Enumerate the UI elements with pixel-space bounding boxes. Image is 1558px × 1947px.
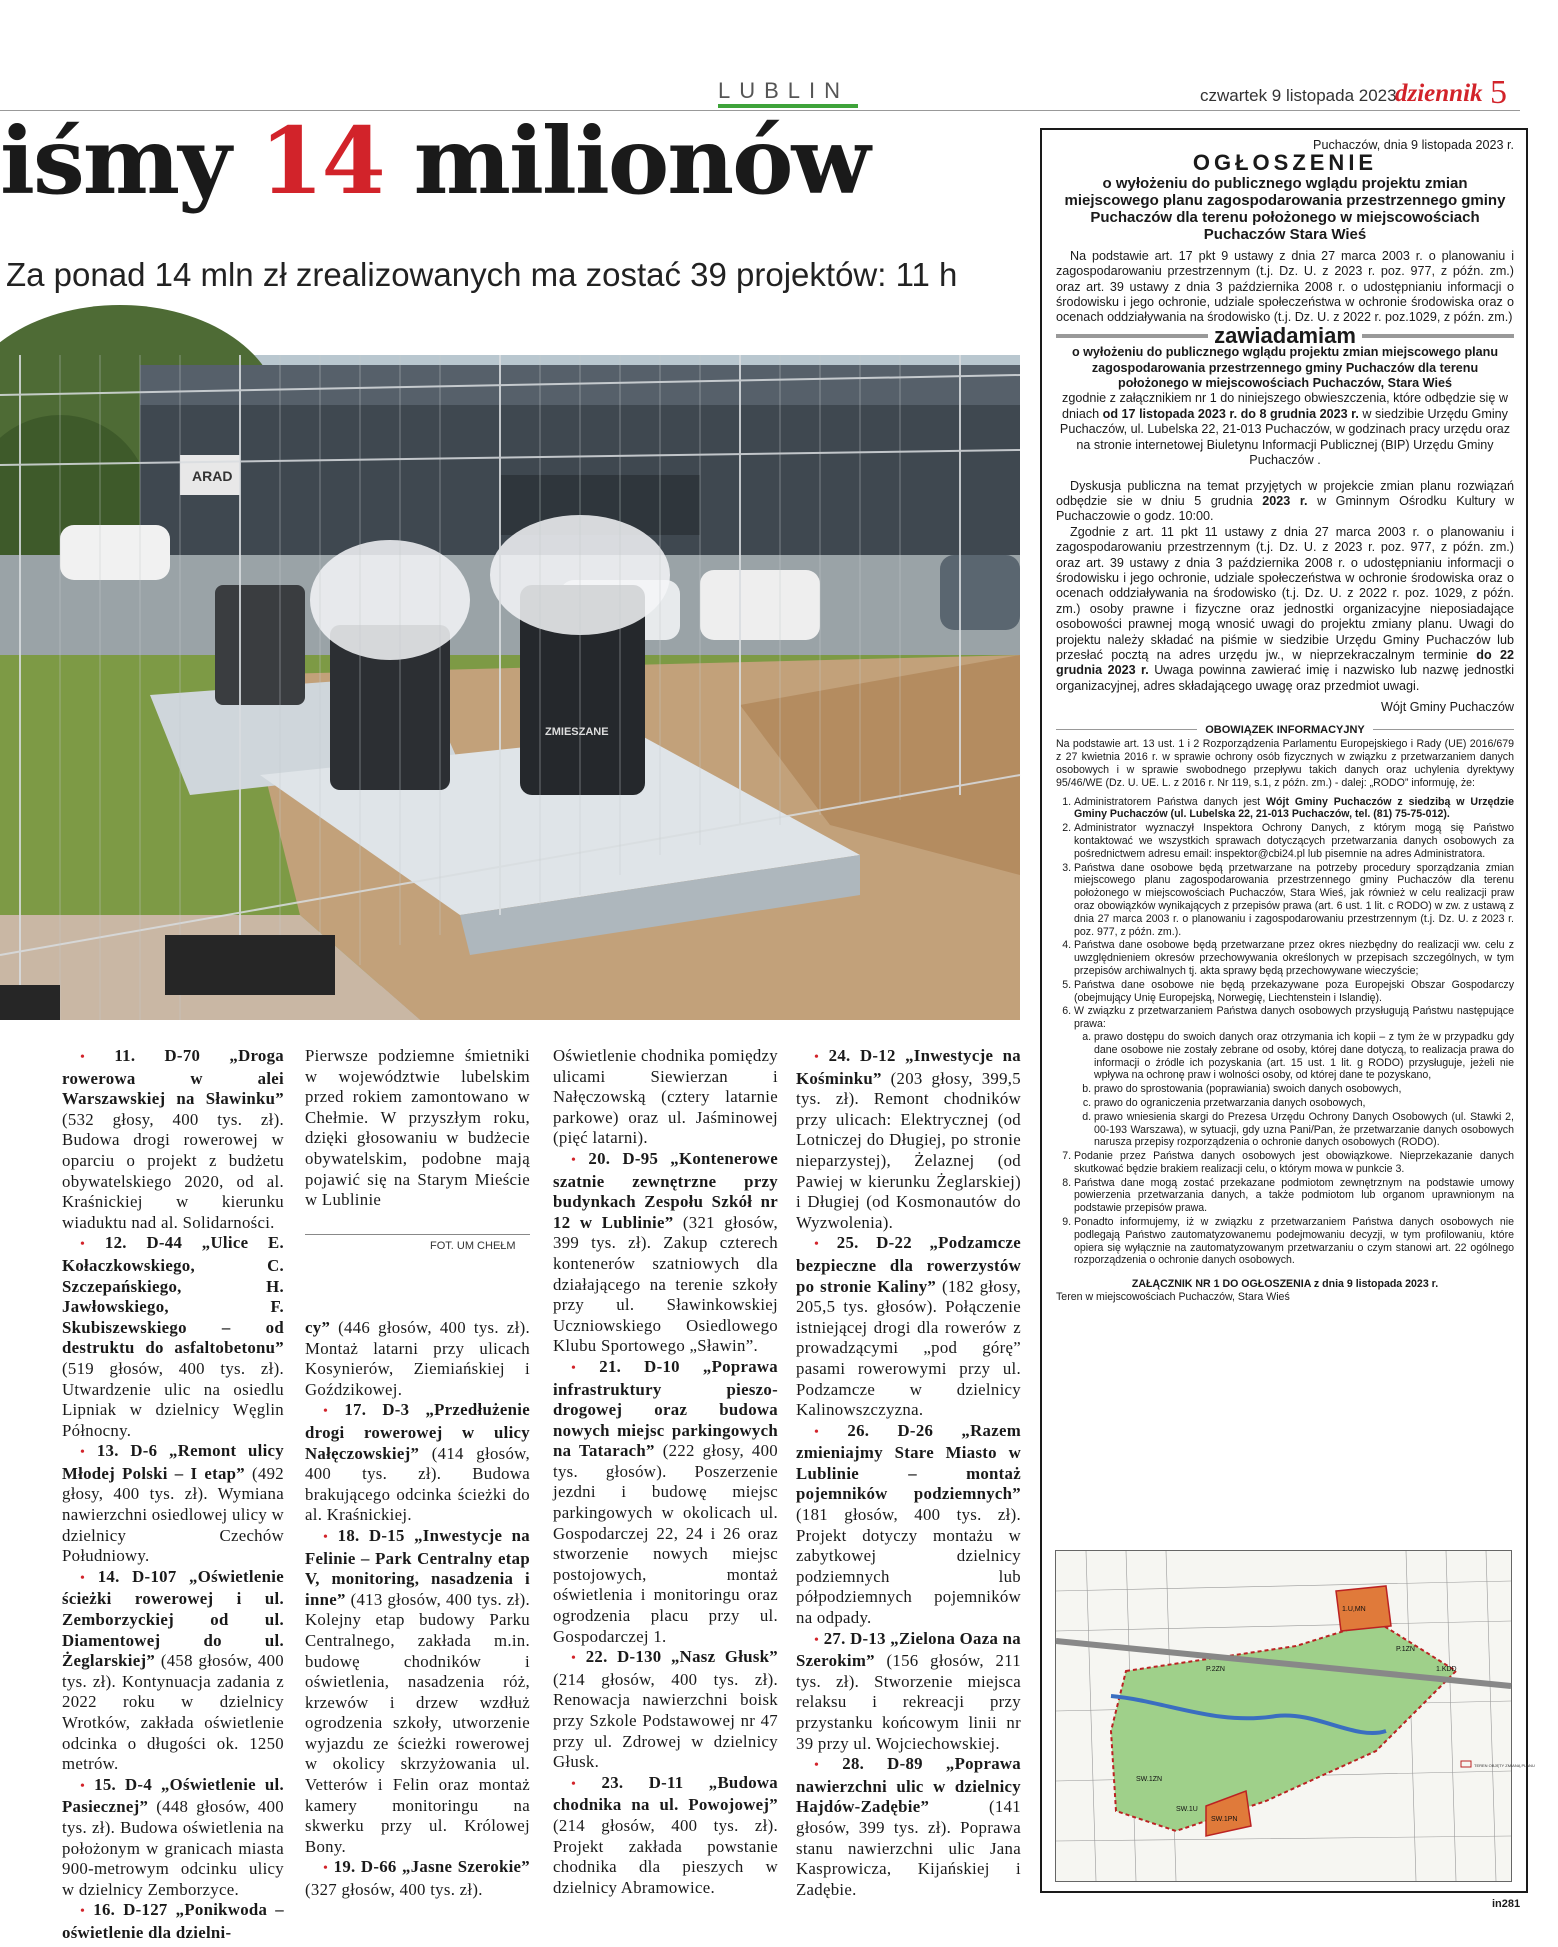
- project-description: (532 głosy, 400 tys. zł). Budowa drogi rowerowej w oparciu o projekt z budżetu obywatelskiego 2020, od al. Kraśnickiej w kierunku wiaduktu nad al. Solidarności.: [62, 1109, 284, 1232]
- bullet-icon: •: [80, 1904, 86, 1920]
- project-description: (327 głosów, 400 tys. zł).: [305, 1880, 483, 1900]
- project-description: (448 głosów, 400 tys. zł). Budowa oświetlenia na położonym w granicach miasta 900-metrowym odcinku ulicy w dzielnicy Zemborzyce.: [62, 1797, 284, 1899]
- para2b: 2023 r.: [1262, 493, 1308, 508]
- section-label: LUBLIN: [718, 78, 850, 103]
- zawiadamiam-label: zawiadamiam: [1214, 322, 1356, 348]
- item1-b: Wójt Gminy Puchaczów z siedzibą w Urzędzie Gminy Puchaczów (ul. Lubelska 22, 21-013 Puchaczów, tel. (81) 75-75-012).: [1074, 795, 1514, 821]
- article-paragraph: [62, 1046, 284, 1233]
- article-paragraph: [305, 1400, 530, 1526]
- project-description: (214 głosów, 400 tys. zł). Renowacja nawierzchni boisk przy Szkole Podstawowej nr 47 przy ul. Zdrowej w dzielnicy Głusk.: [553, 1669, 778, 1772]
- article-paragraph: [62, 1775, 284, 1901]
- project-description: (222 głosy, 400 tys. głosów). Poszerzenie jezdni i budowę miejsc parkingowych w okolicach ul. Gospodarczej 22, 24 i 26 oraz stworzenie nowych miejsc postojowych, montaż oświetlenia i monitoringu oraz ogrodzenia placu przy ul. Gospodarczej 1.: [553, 1441, 779, 1646]
- project-title: 20. D-95 „Kontenerowe szatnie zewnętrzne przy budynkach Zespołu Szkół nr 12 w Lublinie”: [553, 1148, 778, 1232]
- map-label-1: 1.U,MN: [1342, 1606, 1366, 1613]
- bullet-icon: •: [80, 1050, 86, 1065]
- bullet-icon: •: [571, 1152, 577, 1168]
- oblig-item: [1074, 1005, 1514, 1149]
- project-description: (519 głosów, 400 tys. zł). Utwardzenie ulic na osiedlu Lipniak w dzielnicy Węglin Północny.: [62, 1358, 284, 1440]
- project-title: 27. D-13 „Zielona Oaza na Szerokim”: [796, 1628, 1021, 1671]
- project-title: 19. D-66 „Jasne Szerokie”: [333, 1857, 531, 1877]
- project-description: (414 głosów, 400 tys. zł). Budowa brakującego odcinka ścieżki do al. Kraśnickiej.: [305, 1443, 530, 1525]
- project-title: 22. D-130 „Nasz Głusk”: [585, 1647, 778, 1667]
- oblig-item: [1074, 862, 1514, 939]
- map-label-6: SW.1U: [1176, 1806, 1198, 1813]
- photo-bin-label: ZMIESZANE: [545, 726, 609, 738]
- bullet-icon: •: [80, 1778, 86, 1794]
- plan-map: [1055, 1550, 1535, 1882]
- photo-caption-text: Pierwsze podziemne śmietniki w województwie lubelskim przed rokiem zamontowano w Chełmie. W przyszłym roku, dzięki głosowaniu w budżecie obywatelskim, podobne mają pojawić się na Starym Mieście w Lublinie: [305, 1046, 530, 1210]
- map-label-2: P.1ZN: [1396, 1646, 1415, 1653]
- page-number: 5: [1490, 74, 1507, 111]
- para2a: Dyskusja publiczna na temat przyjętych w projekcie zmian planu rozwiązań odbędzie sie w dniu 5 grudnia: [1056, 478, 1514, 508]
- zaw-text2: w siedzibie Urzędu Gminy Puchaczów, ul. Lubelska 22, 21-013 Puchaczów, w godzinach pracy urzędu oraz na stronie internetowej Biuletynu Informacji Publicznej (BIP) Urzędu Gminy Puchaczów .: [1059, 406, 1511, 468]
- article-paragraph: [796, 1233, 1021, 1420]
- bullet-icon: •: [814, 1237, 820, 1253]
- project-title: 24. D-12 „Inwestycje na Kośminku”: [796, 1046, 1021, 1088]
- notice-signature: Wójt Gminy Puchaczów: [1381, 700, 1514, 715]
- oblig-item-text: Administrator wyznaczył Inspektora Ochrony Danych, z którym mogą się Państwo kontaktować we wszystkich sprawach dotyczących przetwarzania danych osobowych za pośrednictwem adresu email: inspektor@cbi24.pl lub pisemnie na adres Administratora.: [1074, 822, 1514, 860]
- item1-a: Administratorem Państwa danych jest: [1074, 795, 1261, 808]
- oblig-intro: Na podstawie art. 13 ust. 1 i 2 Rozporządzenia Parlamentu Europejskiego i Rady (UE) 2016/679 z 27 kwietnia 2016 r. w sprawie ochrony osób fizycznych w związku z przetwarzaniem danych osobowych i w sprawie swobodnego przepływu takich danych oraz uchylenia dyrektywy 95/46/WE (Dz. U. UE. L. z 2016 r. Nr 119, s.1, z późn. zm.) - dalej: „RODO” informuję, że:: [1056, 738, 1514, 789]
- article-paragraph: [553, 1357, 778, 1647]
- headline: [0, 107, 869, 215]
- headline-number: 14: [259, 107, 384, 215]
- map-legend: TEREN OBJĘTY ZMIANĄ PLANU: [1474, 1763, 1535, 1768]
- bullet-icon: •: [814, 1424, 820, 1440]
- article-paragraph: [305, 1318, 530, 1400]
- article-paragraph: [796, 1421, 1021, 1629]
- zaw-text1: zgodnie z załącznikiem nr 1 do niniejszego obwieszczenia, które odbędzie się w dniach: [1062, 391, 1508, 421]
- bullet-icon: •: [80, 1445, 86, 1461]
- project-title: 16. D-127 „Ponikwoda – oświetlenie dla dzielni-: [62, 1900, 284, 1942]
- project-description: (214 głosów, 400 tys. zł). Projekt zakłada powstanie chodnika dla pieszych w dzielnicy Abramowice.: [553, 1815, 778, 1897]
- project-description: (413 głosów, 400 tys. zł). Kolejny etap budowy Parku Centralnego, zakłada m.in. budowę chodników i oświetlenia, nasadzenia róż, krzewów i drzew wzdłuż ogrodzenia szkoły, utworzenie wyjazdu ze ścieżki rowerowej w okolicy skrzyżowania ul. Vetterów i Felin oraz montaż kamery monitoringu na skwerku przy ul. Królowej Bony.: [305, 1589, 530, 1856]
- oblig-item-text: Państwa dane osobowe będą przetwarzane przez okres niezbędny do realizacji ww. celu z uwzględnieniem okresów przechowywania określonych w przepisach szczególnych, w tym przepisów archiwalnych tj. akta sprawy będą przechowywane wieczyście;: [1074, 939, 1514, 977]
- project-title: 11. D-70 „Droga rowerowa w alei Warszawskiej na Sławinku”: [62, 1046, 285, 1109]
- article-paragraph: [62, 1900, 284, 1943]
- bullet-icon: •: [80, 1570, 86, 1586]
- article-paragraph: [305, 1526, 530, 1858]
- para3b: do 22 grudnia 2023 r.: [1056, 647, 1514, 678]
- map-label-3: P.2ZN: [1206, 1666, 1225, 1673]
- oblig-heading: [1056, 724, 1514, 737]
- project-title: 28. D-89 „Poprawa nawierzchni ulic w dzielnicy Hajdów-Zadębie”: [796, 1754, 1022, 1817]
- project-description: (458 głosów, 400 tys. zł). Kontynuacja zadania z 2022 roku w dzielnicy Wrotków, zakłada oświetlenie odcinka o długości ok. 1250 metrów.: [62, 1651, 284, 1774]
- bullet-icon: •: [814, 1758, 820, 1774]
- oblig-item-text: W związku z przetwarzaniem Państwa danych osobowych przysługują Państwu następujące prawa:: [1074, 1005, 1514, 1031]
- map-label-7: SW.1PN: [1211, 1816, 1238, 1823]
- project-title: 21. D-10 „Poprawa infrastruktury pieszo-drogowej oraz budowa nowych miejsc parkingowych na Tatarach”: [553, 1356, 779, 1461]
- article-paragraph: [62, 1567, 284, 1775]
- oblig-item-text: Państwa dane osobowe nie będą przekazywane poza Europejski Obszar Gospodarczy (obejmujący Unię Europejską, Norwegię, Liechtenstein i Islandię).: [1074, 978, 1514, 1004]
- project-description: (203 głosy, 399,5 tys. zł). Remont chodników przy ulicach: Elektrycznej (od Lotniczej do Długiej, po stronie nieparzystej), Żelaznej (od Pawiej w kierunku Żeglarskiej) i Długiej (od Kosmonautów do Wyzwolenia).: [796, 1068, 1021, 1232]
- ad-code: in281: [1492, 1898, 1521, 1910]
- photo-caption: [305, 1046, 530, 1211]
- notice-para1: Na podstawie art. 17 pkt 9 ustawy z dnia 27 marca 2003 r. o planowaniu i zagospodarowaniu przestrzennym (t.j. Dz. U. z 2023 r. poz. 977, z późn. zm.) oraz art. 39 ustawy z dnia 3 października 2008 r. o udostępnianiu informacji o środowisku i jego ochronie, udziale społeczeństwa w ochronie środowiska oraz o ocenach oddziaływania na środowisko (t.j. Dz. U. z 2022 r. poz.1029, z późn. zm.): [1056, 248, 1514, 325]
- notice-title: OGŁOSZENIE: [1192, 150, 1378, 176]
- project-title: 23. D-11 „Budowa chodnika na ul. Powojowej”: [553, 1772, 778, 1815]
- zawiadamiam-heading: [1056, 322, 1514, 348]
- oblig-item: [1074, 939, 1514, 977]
- project-title: 12. D-44 „Ulice E. Kołaczkowskiego, C. Szczepańskiego, H. Jawłowskiego, F. Skubiszewskiego – od destruktu do asfaltobetonu”: [62, 1233, 284, 1358]
- bullet-icon: •: [323, 1861, 329, 1877]
- map-title: ZAŁĄCZNIK NR 1 DO OGŁOSZENIA z dnia 9 listopada 2023 r.: [1131, 1278, 1439, 1291]
- bullet-icon: •: [80, 1237, 86, 1253]
- oblig-item: [1074, 822, 1514, 860]
- issue-date: czwartek 9 listopada 2023: [1200, 86, 1397, 105]
- notice-para2: [1056, 479, 1514, 695]
- project-description: (446 głosów, 400 tys. zł). Montaż latarni przy ulicach Kosynierów, Ziemiańskiej i Goździkowej.: [305, 1318, 530, 1399]
- bullet-icon: •: [571, 1776, 577, 1792]
- article-paragraph: [553, 1149, 778, 1357]
- project-title: 18. D-15 „Inwestycje na Felinie – Park Centralny etap V, monitoring, nasadzenia i inne”: [305, 1525, 530, 1609]
- project-description: (182 głosy, 205,5 tys. głosów). Połączenie istniejącej drogi dla rowerów z prowadzącymi „pod górę” pasami rowerowymi przy ul. Podzamcze w dzielnicy Kalinowszczyzna.: [796, 1276, 1021, 1420]
- caption-rule: [305, 1234, 530, 1235]
- article-photo: [0, 355, 1020, 1020]
- project-title: 15. D-4 „Oświetlenie ul. Pasiecznej”: [62, 1774, 284, 1817]
- article-paragraph: [796, 1754, 1021, 1900]
- article-paragraph: [62, 1233, 284, 1441]
- project-title: 13. D-6 „Remont ulicy Młodej Polski – I etap”: [62, 1441, 284, 1483]
- project-title: 26. D-26 „Razem zmieniajmy Stare Miasto w Lublinie – montaż pojemników podziemnych”: [796, 1420, 1021, 1504]
- oblig-subitem: d. prawo wniesienia skargi do Prezesa Urzędu Ochrony Danych Osobowych (ul. Stawki 2, 00-193 Warszawa), w sytuacji, gdy uzna Pani/Pan, że przetwarzanie danych osobowych narusza przepisy rozporządzenia o ochronie danych osobowych (RODO).: [1094, 1111, 1514, 1149]
- project-title: cy”: [305, 1318, 331, 1337]
- article-paragraph: [305, 1857, 530, 1900]
- oblig-item: [1074, 979, 1514, 1005]
- article-paragraph: [553, 1773, 778, 1899]
- project-title: 17. D-3 „Przedłużenie drogi rowerowej w ulicy Nałęczowskiej”: [305, 1400, 530, 1463]
- notice-subtitle: o wyłożeniu do publicznego wglądu projektu zmian miejscowego planu zagospodarowania przestrzennego gminy Puchaczów dla terenu położonego w miejscowościach Puchaczów Stara Wieś: [1064, 174, 1506, 243]
- zaw-bold: o wyłożeniu do publicznego wglądu projektu zmian miejscowego planu zagospodarowania przestrzennego gminy Puchaczów dla terenu położonego w miejscowościach Puchaczów, Stara Wieś: [1071, 345, 1499, 391]
- article-paragraph: [796, 1629, 1021, 1755]
- project-description: (492 głosy, 400 tys. zł). Wymiana nawierzchni osiedlowej ulicy w dzielnicy Czechów Południowy.: [62, 1463, 284, 1566]
- bullet-icon: •: [571, 1651, 577, 1667]
- oblig-list: [1056, 796, 1514, 1268]
- para3a: Zgodnie z art. 11 pkt 11 ustawy z dnia 27 marca 2003 r. o planowaniu i zagospodarowaniu przestrzennym (t.j. Dz. U. z 2023 r. poz. 977, z późn. zm.) oraz art. 39 ustawy z dnia 3 października 2008 r. o udostępnianiu informacji o środowisku i jego ochronie, udziale społeczeństwa w ochronie środowiska oraz o ocenach oddziaływania na środowisko (t.j. Dz. U. z 2022 r. poz. 1029, z późn. zm.) osoby prawne i fizyczne oraz jednostki organizacyjne nieposiadające osobowości prawnej mogą wnosić uwagi do projektu zmiany planu. Uwagi do projektu należy składać na piśmie w siedzibie Urzędu Gminy Puchaczów lub przesłać pocztą na adres urzędu jw., w nieprzekraczalnym terminie: [1056, 524, 1514, 662]
- article-paragraph: [553, 1647, 778, 1773]
- oblig-subitem: b. prawo do sprostowania (poprawiania) swoich danych osobowych,: [1094, 1083, 1514, 1096]
- project-description: (141 głosów, 399 tys. zł). Poprawa stanu nawierzchni ulic Jana Kasprowicza, Kijańskiej i Zadębie.: [796, 1797, 1021, 1899]
- para2c: w Gminnym Ośrodku Kultury w Puchaczowie o godz. 10:00.: [1056, 493, 1515, 524]
- oblig-title: OBOWIĄZEK INFORMACYJNY: [1205, 723, 1365, 736]
- notice-date: Puchaczów, dnia 9 listopada 2023 r.: [1313, 138, 1514, 152]
- oblig-subitem: a. prawo dostępu do swoich danych oraz otrzymania ich kopii – z tym że w przypadku gdy dane osobowe nie zostały zebrane od osoby, której dane dotyczą, to realizacja prawa do informacji o źródle ich pozyskania (art. 15 ust. 1 lit. g RODO) przysługuje, jeżeli nie wpływa na ochronę praw i wolności osoby, od której dane te pozyskano,: [1094, 1031, 1514, 1082]
- oblig-item: 7. Podanie przez Państwa danych osobowych jest obowiązkowe. Nieprzekazanie danych skutkować będzie brakiem realizacji celu, o którym mowa w punkcie 3.: [1074, 1150, 1514, 1176]
- article-column-4: [796, 1046, 1021, 1900]
- bullet-icon: •: [323, 1404, 329, 1420]
- project-description: (181 głosów, 400 tys. zł). Projekt dotyczy montażu w zabytkowej dzielnicy podziemnych lub półpodziemnych pojemników na odpady.: [796, 1505, 1021, 1628]
- zaw-dates: od 17 listopada 2023 r. do 8 grudnia 2023 r.: [1102, 406, 1359, 421]
- bullet-icon: •: [571, 1360, 577, 1376]
- photo-sign-label: ARAD: [192, 468, 233, 484]
- project-title: 14. D-107 „Oświetlenie ścieżki rowerowej i ul. Zemborzyckiej od ul. Diamentowej do ul. Żeglarskiej”: [62, 1566, 284, 1671]
- headline-part2: milionów: [383, 107, 869, 215]
- map-label-5: SW.1ZN: [1136, 1776, 1163, 1783]
- photo-credit: FOT. UM CHEŁM: [430, 1240, 516, 1252]
- headline-part1: iśmy: [0, 107, 260, 215]
- oblig-item: [1074, 796, 1514, 822]
- project-title: 25. D-22 „Podzamcze bezpieczne dla rowerzystów po stronie Kaliny”: [796, 1233, 1021, 1296]
- project-description: (321 głosów, 399 tys. zł). Zakup czterech kontenerów szatniowych dla działającego na terenie szkoły przy ul. Sławinkowskiej Uczniowskiego Osiedlowego Klubu Sportowego „Sławin”.: [553, 1212, 778, 1356]
- bullet-icon: •: [323, 1529, 329, 1545]
- article-column-3: [553, 1046, 778, 1898]
- oblig-item: 9. Ponadto informujemy, iż w związku z przetwarzaniem Państwa danych osobowych nie podlegają Państwo zautomatyzowanemu podejmowaniu decyzji, w tym profilowaniu, które opiera się wyłącznie na zautomatyzowanym przetwarzaniu o czym stanowi art. 22 ogólnego rozporządzenia o ochronie danych osobowych.: [1074, 1216, 1514, 1267]
- article-column-2: [305, 1318, 530, 1901]
- subheadline: Za ponad 14 mln zł zrealizowanych ma zostać 39 projektów: 11 h: [6, 256, 958, 293]
- oblig-subitem: c. prawo do ograniczenia przetwarzania danych osobowych,: [1094, 1097, 1514, 1110]
- oblig-item-text: Państwa dane osobowe będą przetwarzane na potrzeby procedury sporządzania zmian miejscowego planu zagospodarowania przestrzennego gminy Puchaczów dla terenu położonego w miejscowościach Puchaczów, Stara Wieś, jak również w celu realizacji praw oraz obowiązków wynikających z przepisów prawa (art. 6 ust. 1 lit. c RODO) w zw. z ustawą z dnia 27 marca 2003 r. o planowaniu i zagospodarowaniu przestrzennym (t.j. Dz. U. z 2023 r. poz. 977, z późn. zm.).: [1074, 861, 1514, 938]
- article-paragraph: [553, 1046, 778, 1149]
- project-description: (156 głosów, 211 tys. zł). Stworzenie miejsca relaksu i rekreacji przy przystanku końcowym linii nr 39 przy ul. Wojciechowskiej.: [796, 1651, 1021, 1753]
- zaw-text: [1056, 391, 1514, 468]
- article-paragraph: [796, 1046, 1021, 1233]
- project-description: Oświetlenie chodnika pomiędzy ulicami Siewierzan i Nałęczowską (cztery latarnie parkowe) oraz ul. Jaśminowej (pięć latarni).: [553, 1046, 778, 1148]
- para3c: Uwaga powinna zawierać imię i nazwisko lub nazwę jednostki organizacyjnej, adres składającego uwagę oraz przedmiot uwagi.: [1056, 663, 1514, 693]
- bullet-icon: •: [814, 1050, 820, 1065]
- map-label-4: 1.KDD: [1436, 1666, 1457, 1673]
- article-column-1: [62, 1046, 284, 1944]
- oblig-item: 8. Państwa dane mogą zostać przekazane podmiotom zewnętrznym na podstawie umowy powierzenia przetwarzania danych, a także podmiotom lub organom uprawnionym na podstawie przepisów prawa.: [1074, 1177, 1514, 1215]
- map-caption: Teren w miejscowościach Puchaczów, Stara Wieś: [1056, 1291, 1290, 1304]
- bullet-icon: •: [814, 1632, 820, 1648]
- newspaper-logo: dziennik: [1395, 80, 1483, 107]
- article-paragraph: [62, 1441, 284, 1567]
